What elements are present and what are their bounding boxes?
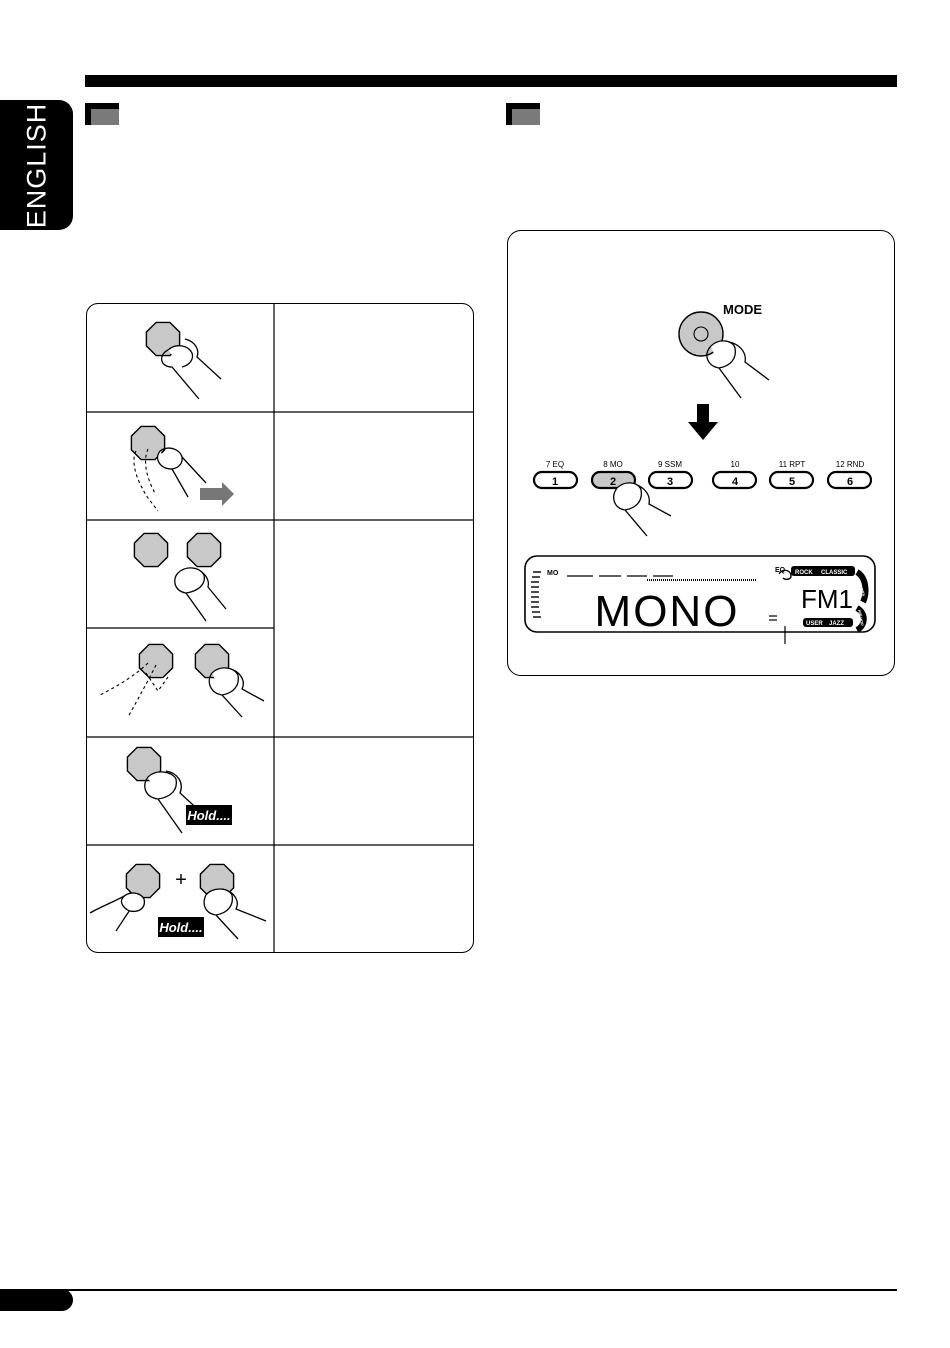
preset-label: 10 (730, 460, 740, 469)
sound-mode-pops: POPS (858, 584, 867, 597)
sound-mode-classic: CLASSIC (821, 570, 848, 576)
sound-mode-rock: ROCK (795, 570, 813, 576)
preset-number: 6 (846, 476, 854, 488)
mode-panel (507, 230, 895, 676)
section-marker-icon (85, 103, 119, 125)
preset-label: 12 RND (835, 460, 865, 469)
mode-label: MODE (723, 302, 762, 317)
header-rule (85, 75, 897, 87)
section-marker-icon (506, 103, 540, 125)
preset-label: 7 EQ (545, 460, 565, 469)
preset-label: 9 SSM (657, 460, 683, 469)
page-number (0, 1289, 73, 1311)
preset-label: 8 MO (603, 460, 623, 469)
plus-sign: + (175, 869, 187, 891)
down-arrow-icon (688, 404, 718, 440)
sound-mode-user: USER (806, 621, 823, 627)
preset-number: 3 (666, 476, 674, 488)
hold-badge: Hold.... (159, 920, 203, 935)
hold-badge: Hold.... (187, 808, 231, 823)
preset-label: 11 RPT (778, 460, 806, 469)
page-number-tab (0, 1289, 73, 1311)
move-illustration (100, 644, 264, 717)
sound-mode-hiphop: HIP HOP (857, 609, 865, 627)
button-operations-table (86, 303, 474, 953)
preset-number: 2 (609, 476, 617, 488)
preset-number: 1 (551, 476, 559, 488)
two-buttons-illustration (134, 533, 226, 621)
preset-number: 5 (788, 476, 796, 488)
footer-rule (0, 1289, 897, 1291)
mo-indicator: MO (547, 570, 559, 577)
pressing-finger-icon (614, 483, 671, 536)
display-band-text: FM1 (801, 584, 853, 614)
language-tab (0, 100, 73, 230)
language-label: ENGLISH (21, 102, 52, 228)
display-main-text: MONO (594, 587, 740, 636)
pressing-finger-icon (707, 341, 769, 398)
preset-number: 4 (731, 476, 739, 488)
slide-illustration (131, 426, 234, 511)
eq-indicator: EQ (775, 567, 786, 574)
sound-mode-jazz: JAZZ (829, 621, 844, 627)
press-illustration (146, 322, 221, 399)
